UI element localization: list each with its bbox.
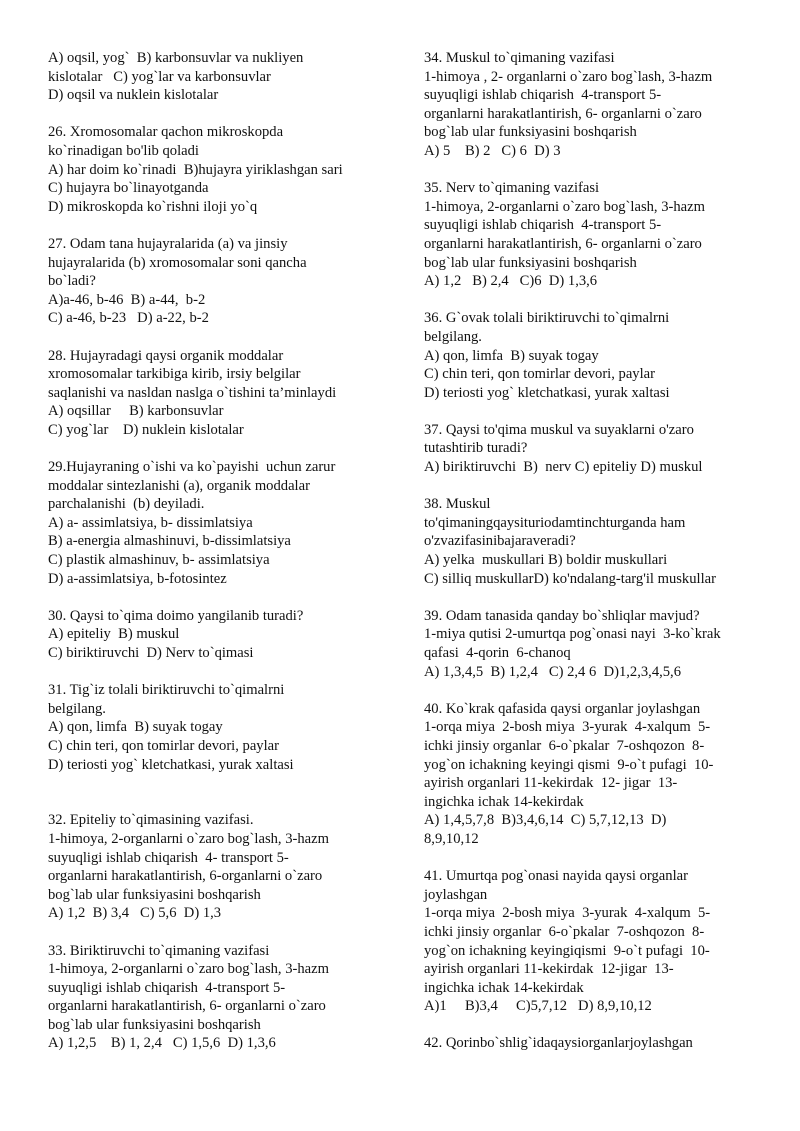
question-block — [424, 49, 762, 161]
question-text-line: bog`lab ular funksiyasini boshqarish — [424, 254, 637, 271]
question-text-line: D) mikroskopda ko`rishni iloji yo`q — [48, 198, 258, 215]
question-text-line: 1-orqa miya 2-bosh miya 3-yurak 4-xalqum 5- — [424, 905, 711, 922]
question-text-line: bog`lab ular funksiyasini boshqarish — [424, 124, 637, 141]
question-text-line: 33. Biriktiruvchi to`qimaning vazifasi — [48, 942, 270, 959]
question-block — [424, 495, 762, 588]
question-text-line: 41. Umurtqa pog`onasi nayida qaysi organlar — [424, 868, 688, 885]
question-text-line: to'qimaningqaysituriodamtinchturganda ham — [424, 514, 686, 531]
question-text-line: A) 1,3,4,5 B) 1,2,4 C) 2,4 6 D)1,2,3,4,5,6 — [424, 663, 682, 680]
question-text-line: ko`rinadigan bo'lib qoladi — [48, 142, 199, 159]
question-block — [424, 607, 762, 681]
question-text-line: bo`ladi? — [48, 273, 96, 290]
question-text-line: 42. Qorinbo`shlig`idaqaysiorganlarjoylashgan — [424, 1035, 693, 1052]
question-text-line: suyuqligi ishlab chiqarish 4-transport 5- — [424, 217, 662, 234]
question-text-line: bog`lab ular funksiyasini boshqarish — [48, 886, 261, 903]
question-text-line: A)1 B)3,4 C)5,7,12 D) 8,9,10,12 — [424, 998, 652, 1015]
question-block — [48, 607, 380, 663]
question-text-line: D) teriosti yog` kletchatkasi, yurak xaltasi — [48, 756, 294, 773]
question-text-line: A) har doim ko`rinadi B)hujayra yiriklashgan sari — [48, 161, 343, 178]
question-text-line: belgilang. — [48, 700, 106, 717]
question-text-line: 1-himoya, 2-organlarni o`zaro bog`lash, 3-hazm — [48, 961, 329, 978]
question-text-line: A) oqsillar B) karbonsuvlar — [48, 403, 224, 420]
question-block — [48, 681, 380, 793]
question-text-line: 28. Hujayradagi qaysi organik moddalar — [48, 347, 284, 364]
question-text-line: D) teriosti yog` kletchatkasi, yurak xaltasi — [424, 384, 670, 401]
question-text-line: A)a-46, b-46 B) a-44, b-2 — [48, 291, 206, 308]
question-block — [48, 235, 380, 328]
question-text-line: organlarni harakatlantirish, 6- organlarni o`zaro — [424, 235, 702, 252]
question-text-line: 27. Odam tana hujayralarida (a) va jinsiy — [48, 235, 288, 252]
question-text-line: tutashtirib turadi? — [424, 440, 528, 457]
question-text-line: A) epiteliy B) muskul — [48, 626, 180, 643]
question-text-line: 40. Ko`krak qafasida qaysi organlar joylashgan — [424, 700, 701, 717]
question-text-line: 34. Muskul to`qimaning vazifasi — [424, 50, 615, 66]
question-text-line: A) yelka muskullari B) boldir muskullari — [424, 552, 668, 569]
question-block — [424, 421, 762, 477]
question-text-line: 26. Xromosomalar qachon mikroskopda — [48, 124, 284, 141]
blank-spacer — [48, 774, 380, 793]
question-text-line: C) hujayra bo`linayotganda — [48, 180, 209, 197]
question-block — [48, 942, 380, 1054]
question-text-line: suyuqligi ishlab chiqarish 4-transport 5- — [48, 979, 286, 996]
question-text-line: 35. Nerv to`qimaning vazifasi — [424, 180, 600, 197]
question-block — [48, 458, 380, 588]
question-text-line: parchalanishi (b) deyiladi. — [48, 496, 205, 513]
question-block — [424, 1034, 762, 1053]
left-column — [48, 49, 380, 1072]
question-block — [424, 867, 762, 1016]
question-text-line: A) 1,4,5,7,8 B)3,4,6,14 C) 5,7,12,13 D) — [424, 812, 667, 829]
question-text-line: 36. G`ovak tolali biriktiruvchi to`qimalrni — [424, 310, 670, 327]
question-text-line: xromosomalar tarkibiga kirib, irsiy belgilar — [48, 366, 301, 383]
question-text-line: ayirish organlari 11-kekirdak 12-jigar 13- — [424, 961, 674, 978]
question-block — [424, 309, 762, 402]
question-text-line: kislotalar C) yog`lar va karbonsuvlar — [48, 68, 271, 85]
question-text-line: A) 5 B) 2 C) 6 D) 3 — [424, 142, 561, 159]
question-block — [48, 123, 380, 216]
question-text-line: C) biriktiruvchi D) Nerv to`qimasi — [48, 645, 254, 661]
question-text-line: ichki jinsiy organlar 6-o`pkalar 7-oshqozon 8- — [424, 737, 705, 754]
question-block — [48, 347, 380, 440]
question-text-line: 37. Qaysi to'qima muskul va suyaklarni o'zaro — [424, 421, 694, 438]
question-text-line: o'zvazifasinibajaraveradi? — [424, 533, 576, 550]
question-text-line: 39. Odam tanasida qanday bo`shliqlar mavjud? — [424, 607, 700, 624]
question-text-line: organlarni harakatlantirish, 6- organlarni o`zaro — [424, 105, 702, 122]
question-text-line: A) qon, limfa B) suyak togay — [48, 719, 223, 736]
question-text-line: 38. Muskul — [424, 496, 491, 513]
question-text-line: A) biriktiruvchi B) nerv C) epiteliy D) muskul — [424, 459, 703, 476]
question-text-line: C) a-46, b-23 D) a-22, b-2 — [48, 310, 209, 327]
question-text-line: 30. Qaysi to`qima doimo yangilanib turadi? — [48, 607, 304, 624]
question-text-line: suyuqligi ishlab chiqarish 4-transport 5- — [424, 87, 662, 104]
question-text-line: suyuqligi ishlab chiqarish 4- transport 5- — [48, 849, 289, 866]
question-text-line: bog`lab ular funksiyasini boshqarish — [48, 1016, 261, 1033]
right-column — [424, 49, 762, 1072]
question-text-line: ayirish organlari 11-kekirdak 12- jigar 13- — [424, 775, 678, 792]
question-text-line: C) yog`lar D) nuklein kislotalar — [48, 421, 244, 438]
question-text-line: qafasi 4-qorin 6-chanoq — [424, 645, 571, 661]
question-text-line: organlarni harakatlantirish, 6-organlarni o`zaro — [48, 868, 323, 885]
question-text-line: A) 1,2 B) 3,4 C) 5,6 D) 1,3 — [48, 905, 222, 922]
question-text-line: joylashgan — [424, 886, 488, 903]
question-block — [48, 811, 380, 923]
question-text-line: A) a- assimlatsiya, b- dissimlatsiya — [48, 514, 253, 531]
question-text-line: saqlanishi va nasldan naslga o`tishini ta’minlaydi — [48, 384, 337, 401]
question-text-line: 32. Epiteliy to`qimasining vazifasi. — [48, 812, 254, 829]
question-block — [424, 179, 762, 291]
question-text-line: D) oqsil va nuklein kislotalar — [48, 87, 219, 104]
question-text-line: C) plastik almashinuv, b- assimlatsiya — [48, 552, 270, 569]
question-text-line: moddalar sintezlanishi (a), organik moddalar — [48, 477, 310, 494]
question-text-line: 1-himoya, 2-organlarni o`zaro bog`lash, 3-hazm — [424, 198, 705, 215]
question-text-line: A) qon, limfa B) suyak togay — [424, 347, 599, 364]
question-text-line: 1-himoya , 2- organlarni o`zaro bog`lash, 3-hazm — [424, 68, 713, 85]
question-text-line: ichki jinsiy organlar 6-o`pkalar 7-oshqozon 8- — [424, 923, 705, 940]
question-text-line: 1-himoya, 2-organlarni o`zaro bog`lash, 3-hazm — [48, 830, 329, 847]
question-text-line: A) oqsil, yog` B) karbonsuvlar va nukliyen — [48, 50, 304, 66]
question-text-line: 29.Hujayraning o`ishi va ko`payishi uchun zarur — [48, 459, 336, 476]
question-text-line: belgilang. — [424, 328, 482, 345]
question-text-line: C) silliq muskullarD) ko'ndalang-targ'il muskullar — [424, 570, 716, 587]
question-text-line: 8,9,10,12 — [424, 830, 479, 847]
question-block — [424, 700, 762, 849]
question-text-line: 1-miya qutisi 2-umurtqa pog`onasi nayi 3-ko`krak — [424, 626, 721, 643]
question-text-line: hujayralarida (b) xromosomalar soni qancha — [48, 254, 307, 271]
question-text-line: ingichka ichak 14-kekirdak — [424, 793, 584, 810]
question-text-line: yog`on ichakning keyingiqismi 9-o`t pufagi 10- — [424, 942, 710, 959]
question-text-line: A) 1,2 B) 2,4 C)6 D) 1,3,6 — [424, 273, 598, 290]
question-text-line: ingichka ichak 14-kekirdak — [424, 979, 584, 996]
question-text-line: yog`on ichakning keyingi qismi 9-o`t pufagi 10- — [424, 756, 714, 773]
question-text-line: organlarni harakatlantirish, 6- organlarni o`zaro — [48, 998, 326, 1015]
question-text-line: C) chin teri, qon tomirlar devori, paylar — [424, 366, 655, 383]
question-text-line: 31. Tig`iz tolali biriktiruvchi to`qimalrni — [48, 682, 285, 699]
question-text-line: 1-orqa miya 2-bosh miya 3-yurak 4-xalqum 5- — [424, 719, 711, 736]
question-text-line: D) a-assimlatsiya, b-fotosintez — [48, 570, 227, 587]
question-text-line: C) chin teri, qon tomirlar devori, paylar — [48, 737, 279, 754]
question-text-line: A) 1,2,5 B) 1, 2,4 C) 1,5,6 D) 1,3,6 — [48, 1035, 276, 1052]
question-block — [48, 49, 380, 105]
question-text-line: B) a-energia almashinuvi, b-dissimlatsiya — [48, 533, 291, 550]
